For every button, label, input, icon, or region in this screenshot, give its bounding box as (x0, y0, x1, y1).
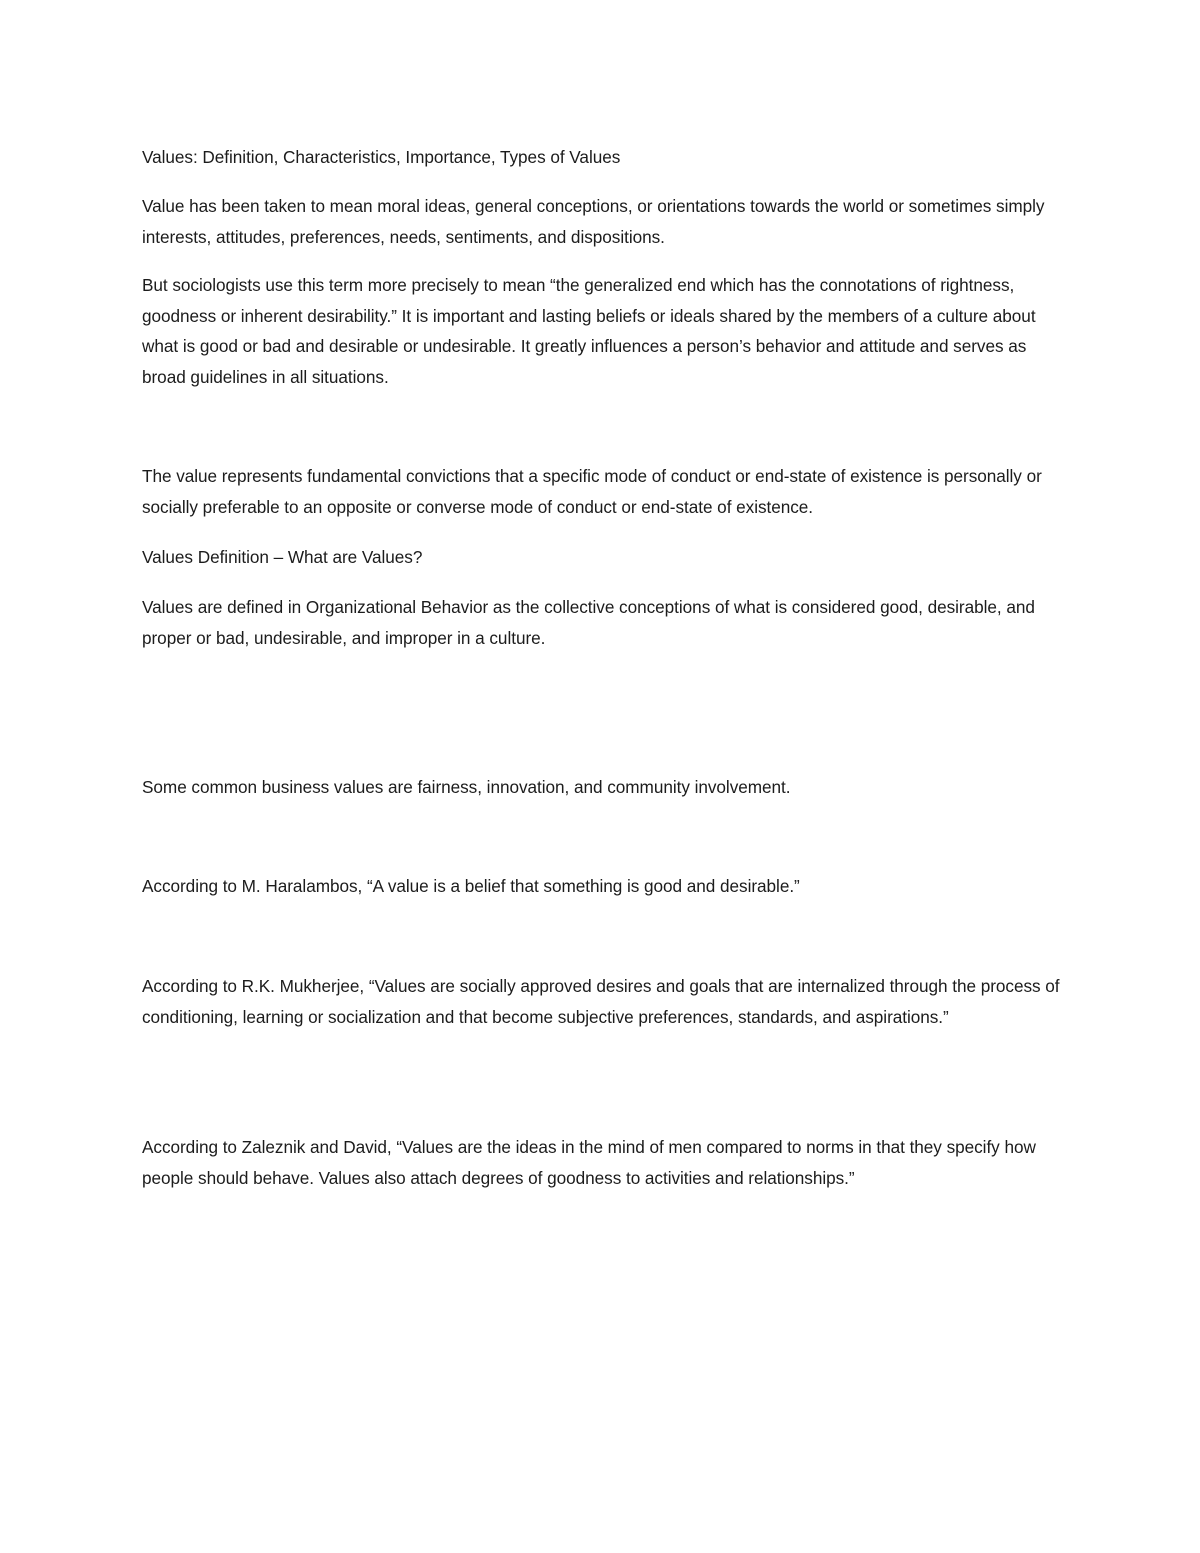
section-heading-values-definition: Values Definition – What are Values? (142, 547, 423, 567)
document-title: Values: Definition, Characteristics, Importance, Types of Values (142, 147, 621, 167)
paragraph-business-values: Some common business values are fairness, innovation, and community involvement. (142, 777, 791, 797)
paragraph-value-meaning: Value has been taken to mean moral ideas, general conceptions, or orientations towards the world or sometimes simply interests, attitudes, preferences, needs, sentiments, and dispositions. (142, 196, 1045, 247)
paragraph-sociologists-definition: But sociologists use this term more precisely to mean “the generalized end which has the connotations of rightness, goodness or inherent desirability.” It is important and lasting beliefs or ideals shared by the members of a culture about what is good or bad and desirable or undesirable. It greatly influences a person’s behavior and attitude and serves as broad guidelines in all situations. (142, 275, 1036, 387)
paragraph-haralambos-quote: According to M. Haralambos, “A value is a belief that something is good and desirable.” (142, 876, 800, 896)
paragraph-organizational-behavior: Values are defined in Organizational Behavior as the collective conceptions of what is considered good, desirable, and proper or bad, undesirable, and improper in a culture. (142, 597, 1035, 648)
paragraph-fundamental-convictions: The value represents fundamental convictions that a specific mode of conduct or end-state of existence is personally or socially preferable to an opposite or converse mode of conduct or end-state of existence. (142, 466, 1042, 517)
paragraph-mukherjee-quote: According to R.K. Mukherjee, “Values are socially approved desires and goals that are internalized through the process of conditioning, learning or socialization and that become subjective preferences, standards, and aspirations.” (142, 976, 1060, 1027)
paragraph-zaleznik-david-quote: According to Zaleznik and David, “Values are the ideas in the mind of men compared to norms in that they specify how people should behave. Values also attach degrees of goodness to activities and relationships.” (142, 1137, 1036, 1188)
